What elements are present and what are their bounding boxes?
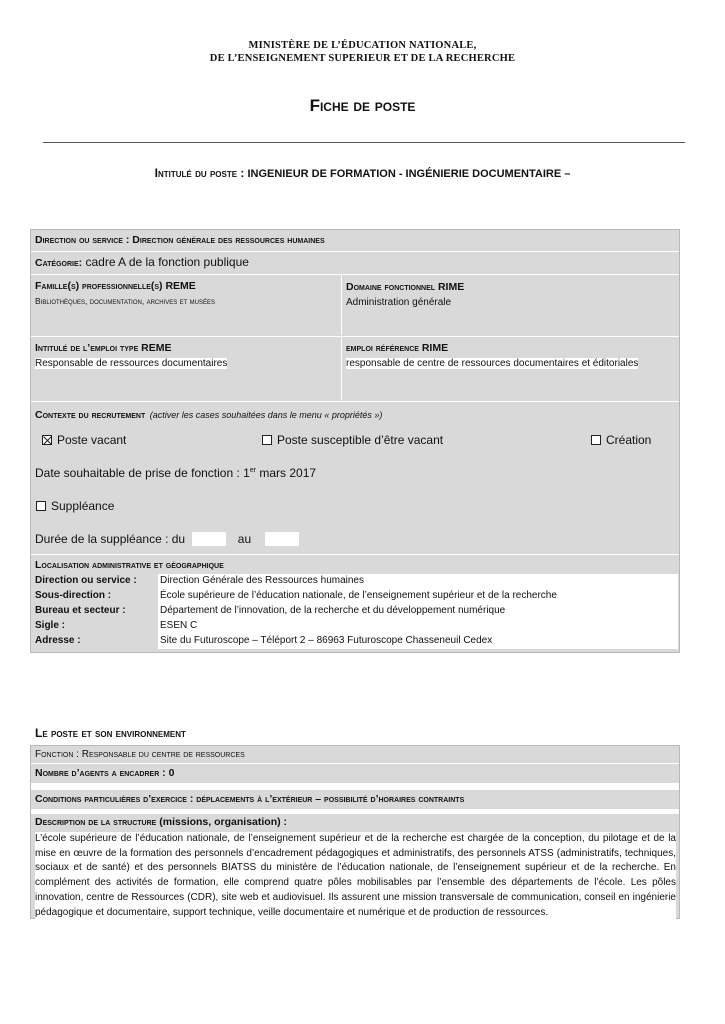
duree-to-field[interactable]: [265, 532, 299, 546]
row-separator: [31, 251, 679, 252]
duree-from-field[interactable]: [192, 532, 226, 546]
row-separator: [31, 783, 679, 790]
column-separator: [341, 337, 342, 400]
agents-row: Nombre d’agents a encadrer : 0: [35, 767, 175, 779]
domaine-value: Administration générale: [346, 297, 452, 308]
domaine-label: Domaine fonctionnel RIME: [346, 281, 465, 293]
loc-value: École supérieure de l’éducation nationale, de l’enseignement supérieur et de la recherche: [158, 589, 678, 604]
desc-label-row: [35, 816, 678, 828]
option-creation[interactable]: [591, 433, 651, 447]
ministry-line-2: DE L’ENSEIGNEMENT SUPERIEUR ET DE LA RECHERCHE: [209, 53, 516, 64]
loc-key: Adresse :: [35, 635, 81, 646]
loc-row-bureau: [31, 604, 679, 619]
suppleance-label: Suppléance: [51, 499, 115, 513]
contexte-row: [35, 405, 382, 423]
duree-label: Durée de la suppléance : du: [35, 532, 186, 546]
poste-table: [30, 745, 680, 919]
loc-key: Direction ou service :: [35, 575, 137, 586]
emploi-type-value: Responsable de ressources documentaires: [35, 358, 228, 369]
loc-value: Département de l’innovation, de la recherche et du développement numérique: [158, 604, 678, 619]
suppleance-checkbox[interactable]: [36, 501, 46, 511]
loc-value: ESEN C: [158, 619, 678, 634]
page-title: Fiche de poste: [309, 96, 416, 115]
loc-row-sigle: [31, 619, 679, 634]
duree-suppleance: [35, 532, 299, 546]
poste-susceptible-checkbox[interactable]: [262, 435, 272, 445]
loc-key: Sigle :: [35, 620, 66, 631]
job-details-table: [30, 229, 680, 653]
date-sup: er: [249, 467, 257, 474]
fonction-row: [35, 749, 245, 760]
loc-row-sous-direction: [31, 589, 679, 604]
section-poste-environnement: Le poste et son environnement: [35, 726, 186, 740]
option-suppleance[interactable]: [36, 499, 114, 513]
row-separator: [31, 763, 679, 764]
ministry-header: [0, 39, 725, 65]
emploi-ref-value: responsable de centre de ressources documentaires et éditoriales: [346, 358, 639, 369]
direction-service: Direction ou service : Direction générale des ressources humaines: [35, 234, 325, 246]
poste-susceptible-label: Poste susceptible d’être vacant: [277, 433, 444, 447]
contexte-hint: (activer les cases souhaitées dans le menu « propriétés »): [149, 410, 383, 420]
creation-label: Création: [606, 433, 652, 447]
desc-label-suffix: (missions, organisation) :: [156, 816, 288, 828]
loc-value: Site du Futuroscope – Téléport 2 – 86963 Futuroscope Chasseneuil Cedex: [158, 634, 678, 649]
loc-row-adresse: [31, 634, 679, 649]
categorie-value: cadre A de la fonction publique: [85, 255, 249, 269]
loc-value: Direction Générale des Ressources humaines: [158, 574, 678, 589]
famille-label: Famille(s) professionnelle(s) REME: [35, 280, 196, 292]
option-poste-susceptible[interactable]: [262, 433, 443, 447]
creation-checkbox[interactable]: [591, 435, 601, 445]
localisation-title: Localisation administrative et géographique: [35, 559, 224, 571]
row-separator: [31, 336, 679, 337]
loc-row-direction: [31, 574, 679, 589]
contexte-label: Contexte du recrutement: [35, 409, 146, 421]
row-separator: [31, 809, 679, 814]
emploi-ref-label: emploi référence RIME: [346, 342, 449, 354]
title-divider: [43, 142, 685, 143]
row-separator: [31, 274, 679, 275]
job-title-line: [0, 166, 725, 180]
duree-au-label: au: [237, 532, 252, 546]
column-separator: [341, 275, 342, 335]
categorie-label: Catégorie:: [35, 257, 83, 269]
conditions-row: Conditions particulières d’exercice : déplacements à l’extérieur – possibilité d’horaires contraints: [35, 793, 465, 805]
poste-vacant-checkbox[interactable]: [42, 435, 52, 445]
famille-value: Bibliothèques, documentation, archives et musées: [35, 296, 215, 306]
date-prefix: Date souhaitable de prise de fonction : 1: [35, 466, 250, 480]
desc-label: Description de la structure: [35, 816, 157, 828]
option-poste-vacant[interactable]: [42, 433, 126, 447]
row-separator: [31, 554, 679, 555]
fonction-text: Fonction : Responsable du centre de ressources: [35, 749, 245, 760]
ministry-line-1: MINISTÈRE DE L’ÉDUCATION NATIONALE,: [248, 40, 477, 51]
poste-vacant-label: Poste vacant: [57, 433, 127, 447]
loc-key: Bureau et secteur :: [35, 605, 126, 616]
job-title-label: Intitulé du poste :: [154, 166, 245, 180]
desc-text: L’école supérieure de l’éducation nationale, de l’enseignement supérieur et de la recherche est chargée de la conception, du pilotage et de la mise en œuvre de la formation des personnels d’encadrement pédagogiques et administratifs, des personnels ATSS (administratifs, techniques, sociaux et de santé) et des personnels BIATSS du ministère de l’éducation nationale, de l’enseignement supérieur et de la recherche. En complément des activités de formation, elle comprend quatre pôles mobilisables par l’ensemble des départements de l’école. Les pôles innovation, centre de Ressources (CDR), site web et audiovisuel. Ils assurent une mission transversale de communication, conseil en ingénierie pédagogique et documentaire, support technique, veille documentaire et numérique et de production de ressources.: [35, 832, 676, 920]
loc-key: Sous-direction :: [35, 590, 112, 601]
description-structure: [35, 816, 678, 918]
row-separator: [31, 401, 679, 402]
categorie-row: [35, 255, 249, 269]
job-title-value: INGENIEUR DE FORMATION - INGÉNIERIE DOCUMENTAIRE –: [247, 168, 571, 180]
emploi-type-label: Intitulé de l’emploi type REME: [35, 342, 172, 354]
date-suffix: mars 2017: [256, 466, 317, 480]
date-prise-fonction: [35, 466, 316, 480]
